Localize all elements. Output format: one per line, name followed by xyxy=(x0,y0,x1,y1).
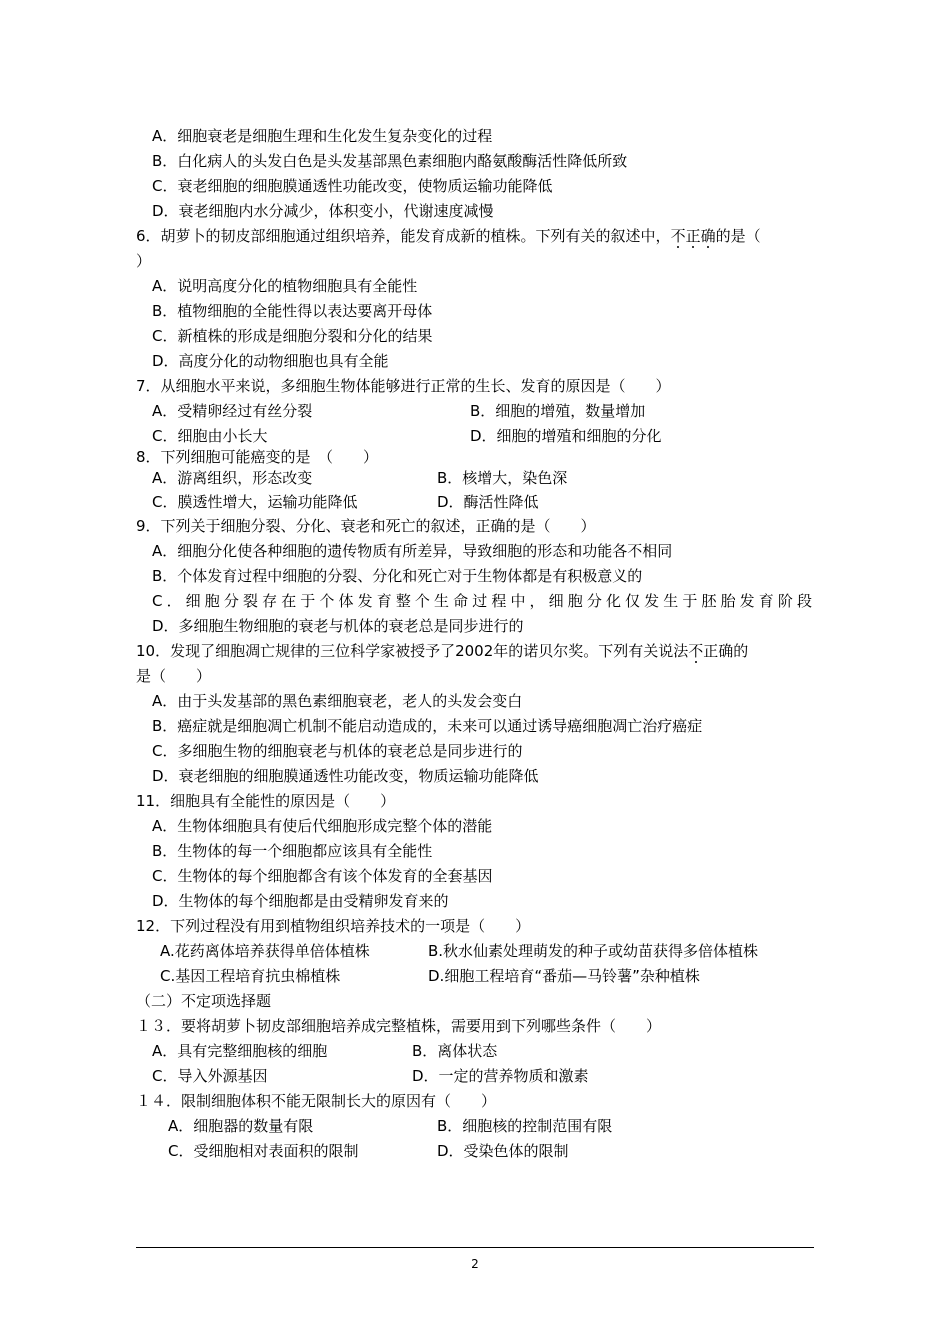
q5-option-b: B．白化病人的头发白色是头发基部黑色素细胞内酪氨酸酶活性降低所致 xyxy=(152,152,628,170)
q6-option-c: C．新植株的形成是细胞分裂和分化的结果 xyxy=(152,327,433,345)
q13-option-d: D．一定的营养物质和激素 xyxy=(412,1067,589,1085)
q9-option-c: C．细胞分裂存在于个体发育整个生命过程中，细胞分化仅发生于胚胎发育阶段 xyxy=(152,592,812,610)
q14-stem: １４．限制细胞体积不能无限制长大的原因有（ ） xyxy=(136,1092,497,1110)
q12-option-b: B.秋水仙素处理萌发的种子或幼苗获得多倍体植株 xyxy=(428,942,759,960)
q13-stem: １３．要将胡萝卜韧皮部细胞培养成完整植株，需要用到下列哪些条件（ ） xyxy=(136,1017,662,1035)
q10-option-b: B．癌症就是细胞凋亡机制不能启动造成的，未来可以通过诱导癌细胞凋亡治疗癌症 xyxy=(152,717,703,735)
q8-option-b: B．核增大，染色深 xyxy=(437,469,568,487)
q7-option-d: D．细胞的增殖和细胞的分化 xyxy=(470,427,662,445)
q6-stem-after: 的是（ xyxy=(715,227,761,245)
q11-option-c: C．生物体的每个细胞都含有该个体发育的全套基因 xyxy=(152,867,493,885)
q12-option-d: D.细胞工程培育“番茄—马铃薯”杂种植株 xyxy=(428,967,700,985)
q6-stem-line2: ） xyxy=(136,252,152,270)
q11-option-a: A．生物体细胞具有使后代细胞形成完整个体的潜能 xyxy=(152,817,493,835)
q9-stem: 9．下列关于细胞分裂、分化、衰老和死亡的叙述，正确的是（ ） xyxy=(136,517,596,535)
q8-stem: 8．下列细胞可能癌变的是 （ ） xyxy=(136,448,379,466)
q13-option-b: B．离体状态 xyxy=(412,1042,498,1060)
q7-option-a: A．受精卵经过有丝分裂 xyxy=(152,402,313,420)
q6-stem-before: 6．胡萝卜的韧皮部细胞通过组织培养，能发育成新的植株。下列有关的叙述中， xyxy=(136,227,671,245)
q6-stem xyxy=(136,226,761,246)
footer-divider xyxy=(136,1247,814,1248)
q10-option-a: A．由于头发基部的黑色素细胞衰老，老人的头发会变白 xyxy=(152,692,523,710)
q8-option-c: C．膜透性增大，运输功能降低 xyxy=(152,493,358,511)
q5-option-a: A．细胞衰老是细胞生理和生化发生复杂变化的过程 xyxy=(152,127,493,145)
q6-option-d: D．高度分化的动物细胞也具有全能 xyxy=(152,352,389,370)
q13-option-a: A．具有完整细胞核的细胞 xyxy=(152,1042,328,1060)
q14-option-c: C．受细胞相对表面积的限制 xyxy=(168,1142,359,1160)
q11-option-b: B．生物体的每一个细胞都应该具有全能性 xyxy=(152,842,433,860)
q10-stem xyxy=(136,641,748,661)
q10-option-c: C．多细胞生物的细胞衰老与机体的衰老总是同步进行的 xyxy=(152,742,523,760)
q6-option-b: B．植物细胞的全能性得以表达要离开母体 xyxy=(152,302,433,320)
q7-option-c: C．细胞由小长大 xyxy=(152,427,268,445)
q9-option-a: A．细胞分化使各种细胞的遗传物质有所差异，导致细胞的形态和功能各不相同 xyxy=(152,542,673,560)
q12-option-a: A.花药离体培养获得单倍体植株 xyxy=(160,942,370,960)
q10-option-d: D．衰老细胞的细胞膜通透性功能改变，物质运输功能降低 xyxy=(152,767,539,785)
q10-stem-before: 10．发现了细胞凋亡规律的三位科学家被授予了2002年的诺贝尔奖。下列有关说法 xyxy=(136,642,689,660)
q7-option-b: B．细胞的增殖，数量增加 xyxy=(470,402,646,420)
emphasis-char: 不 xyxy=(688,642,704,660)
q11-stem: 11．细胞具有全能性的原因是（ ） xyxy=(136,792,396,810)
q8-option-d: D．酶活性降低 xyxy=(437,493,539,511)
emphasis-char: 确 xyxy=(700,227,716,245)
q9-option-d: D．多细胞生物细胞的衰老与机体的衰老总是同步进行的 xyxy=(152,617,524,635)
q12-stem: 12．下列过程没有用到植物组织培养技术的一项是（ ） xyxy=(136,917,531,935)
section-title-multiple-choice: （二）不定项选择题 xyxy=(136,992,272,1010)
q10-stem-emphasis xyxy=(688,642,703,660)
q12-option-c: C.基因工程培育抗虫棉植株 xyxy=(160,967,341,985)
q11-option-d: D．生物体的每个细胞都是由受精卵发育来的 xyxy=(152,892,449,910)
q6-stem-emphasis xyxy=(671,227,716,245)
q8-option-a: A．游离组织，形态改变 xyxy=(152,469,313,487)
q5-option-c: C．衰老细胞的细胞膜通透性功能改变，使物质运输功能降低 xyxy=(152,177,553,195)
q14-option-d: D．受染色体的限制 xyxy=(437,1142,569,1160)
q14-option-a: A．细胞器的数量有限 xyxy=(168,1117,314,1135)
q5-option-d: D．衰老细胞内水分减少，体积变小，代谢速度减慢 xyxy=(152,202,494,220)
q6-option-a: A．说明高度分化的植物细胞具有全能性 xyxy=(152,277,418,295)
emphasis-char: 不 xyxy=(670,227,686,245)
q14-option-b: B．细胞核的控制范围有限 xyxy=(437,1117,613,1135)
page-number: 2 xyxy=(471,1257,479,1271)
emphasis-char: 正 xyxy=(685,227,701,245)
q10-stem-line2: 是（ ） xyxy=(136,667,212,685)
q7-stem: 7．从细胞水平来说，多细胞生物体能够进行正常的生长、发育的原因是（ ） xyxy=(136,377,671,395)
q13-option-c: C．导入外源基因 xyxy=(152,1067,268,1085)
q10-stem-after: 正确的 xyxy=(703,642,749,660)
q9-option-b: B．个体发育过程中细胞的分裂、分化和死亡对于生物体都是有积极意义的 xyxy=(152,567,643,585)
